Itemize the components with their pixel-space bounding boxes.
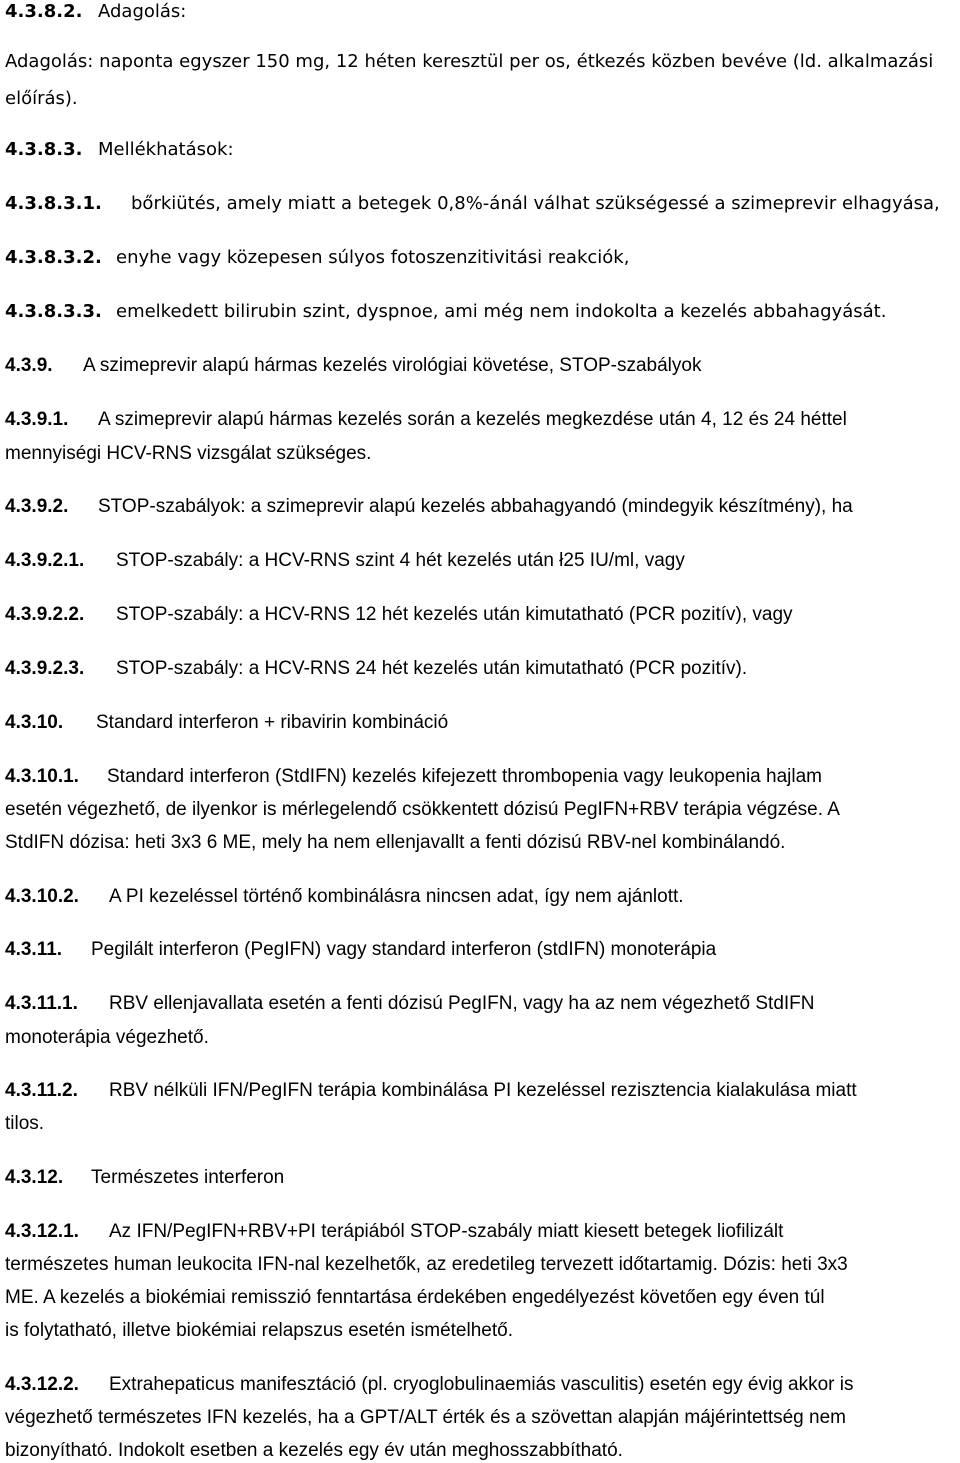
- item-text: enyhe vagy közepesen súlyos fotoszenzitivitási reakciók,: [116, 247, 630, 268]
- paragraph-text: Extrahepaticus manifesztáció (pl. cryoglobulinaemiás vasculitis) esetén egy évig akkor is: [109, 1374, 854, 1395]
- section-number: 4.3.9.1.: [5, 409, 69, 430]
- paragraph-line: [5, 1220, 783, 1244]
- paragraph-line: végezhető természetes IFN kezelés, ha a GPT/ALT érték és a szövettan alapján májérintettség nem: [5, 1407, 846, 1428]
- list-item: [5, 549, 685, 573]
- item-number: 4.3.8.3.2.: [5, 247, 102, 268]
- list-item: [5, 192, 940, 216]
- item-text: STOP-szabály: a HCV-RNS 12 hét kezelés után kimutatható (PCR pozitív), vagy: [116, 604, 793, 625]
- section-number: 4.3.12.1.: [5, 1221, 79, 1242]
- list-item: [5, 246, 629, 270]
- paragraph-text: Standard interferon (StdIFN) kezelés kifejezett thrombopenia vagy leukopenia hajlam: [107, 766, 822, 787]
- section-heading: [5, 1166, 284, 1190]
- paragraph-text: RBV ellenjavallata esetén a fenti dózisú PegIFN, vagy ha az nem végezhető StdIFN: [109, 993, 815, 1014]
- item-number: 4.3.9.2.3.: [5, 658, 85, 679]
- paragraph-text: Az IFN/PegIFN+RBV+PI terápiából STOP-szabály miatt kiesett betegek liofilizált: [109, 1221, 784, 1242]
- section-title: A szimeprevir alapú hármas kezelés virológiai követése, STOP-szabályok: [83, 355, 702, 376]
- paragraph-line: ME. A kezelés a biokémiai remisszió fenntartása érdekében engedélyezést követően egy éven túl: [5, 1287, 825, 1308]
- section-number: 4.3.8.2.: [5, 1, 83, 22]
- item-text: STOP-szabály: a HCV-RNS szint 4 hét kezelés után ł25 IU/ml, vagy: [116, 550, 685, 571]
- section-number: 4.3.11.2.: [5, 1080, 78, 1101]
- paragraph-line: esetén végezhető, de ilyenkor is mérlegelendő csökkentett dózisú PegIFN+RBV terápia végzése. A: [5, 799, 840, 820]
- section-number: 4.3.8.3.: [5, 139, 83, 160]
- paragraph-line: [5, 1373, 854, 1397]
- paragraph-line: mennyiségi HCV-RNS vizsgálat szükséges.: [5, 443, 372, 464]
- item-text: bőrkiütés, amely miatt a betegek 0,8%-ánál válhat szükségessé a szimeprevir elhagyása,: [131, 193, 940, 214]
- section-number: 4.3.11.: [5, 939, 63, 960]
- paragraph-line: [5, 992, 815, 1016]
- paragraph-line: [5, 1079, 857, 1103]
- paragraph-text: STOP-szabályok: a szimeprevir alapú kezelés abbahagyandó (mindegyik készítmény), ha: [98, 496, 853, 517]
- section-title: Pegilált interferon (PegIFN) vagy standard interferon (stdIFN) monoterápia: [91, 939, 717, 960]
- section-heading: [5, 711, 448, 735]
- section-number: 4.3.10.: [5, 712, 64, 733]
- paragraph-text: RBV nélküli IFN/PegIFN terápia kombinálása PI kezeléssel rezisztencia kialakulása miatt: [109, 1080, 857, 1101]
- paragraph-line: előírás).: [5, 88, 78, 109]
- section-heading: [5, 0, 186, 24]
- paragraph-line: tilos.: [5, 1113, 45, 1134]
- paragraph-line: [5, 765, 822, 789]
- section-title: Adagolás:: [98, 1, 187, 22]
- item-text: STOP-szabály: a HCV-RNS 24 hét kezelés után kimutatható (PCR pozitív).: [116, 658, 748, 679]
- section-number: 4.3.12.2.: [5, 1374, 79, 1395]
- paragraph-line: [5, 495, 853, 519]
- paragraph-line: monoterápia végezhető.: [5, 1027, 209, 1048]
- paragraph-line: [5, 885, 684, 909]
- section-heading: [5, 354, 701, 378]
- section-number: 4.3.11.1.: [5, 993, 78, 1014]
- paragraph-line: is folytatható, illetve biokémiai relapszus esetén ismételhető.: [5, 1320, 513, 1341]
- section-number: 4.3.12.: [5, 1167, 64, 1188]
- list-item: [5, 603, 793, 627]
- section-title: Mellékhatások:: [98, 139, 234, 160]
- paragraph-text: A PI kezeléssel történő kombinálásra nincsen adat, így nem ajánlott.: [109, 886, 684, 907]
- section-number: 4.3.10.1.: [5, 766, 79, 787]
- item-number: 4.3.9.2.1.: [5, 550, 85, 571]
- paragraph-line: Adagolás: naponta egyszer 150 mg, 12 héten keresztül per os, étkezés közben bevéve (ld. alkalmazási: [5, 51, 934, 72]
- item-number: 4.3.9.2.2.: [5, 604, 85, 625]
- item-number: 4.3.8.3.3.: [5, 301, 102, 322]
- paragraph-text: A szimeprevir alapú hármas kezelés során a kezelés megkezdése után 4, 12 és 24 héttel: [98, 409, 847, 430]
- section-number: 4.3.9.: [5, 355, 53, 376]
- list-item: [5, 657, 747, 681]
- paragraph-line: StdIFN dózisa: heti 3x3 6 ME, mely ha nem ellenjavallt a fenti dózisú RBV-nel kombinálandó.: [5, 832, 786, 853]
- paragraph-line: [5, 408, 847, 432]
- paragraph-line: bizonyítható. Indokolt esetben a kezelés egy év után meghosszabbítható.: [5, 1440, 623, 1461]
- section-title: Természetes interferon: [91, 1167, 285, 1188]
- item-text: emelkedett bilirubin szint, dyspnoe, ami még nem indokolta a kezelés abbahagyását.: [116, 301, 887, 322]
- item-number: 4.3.8.3.1.: [5, 193, 102, 214]
- list-item: [5, 300, 886, 324]
- section-number: 4.3.10.2.: [5, 886, 79, 907]
- paragraph-line: természetes human leukocita IFN-nal kezelhetők, az eredetileg tervezett időtartamig. Dózis: heti 3x3: [5, 1254, 848, 1275]
- section-title: Standard interferon + ribavirin kombináció: [96, 712, 449, 733]
- section-heading: [5, 938, 716, 962]
- section-heading: [5, 138, 234, 162]
- section-number: 4.3.9.2.: [5, 496, 69, 517]
